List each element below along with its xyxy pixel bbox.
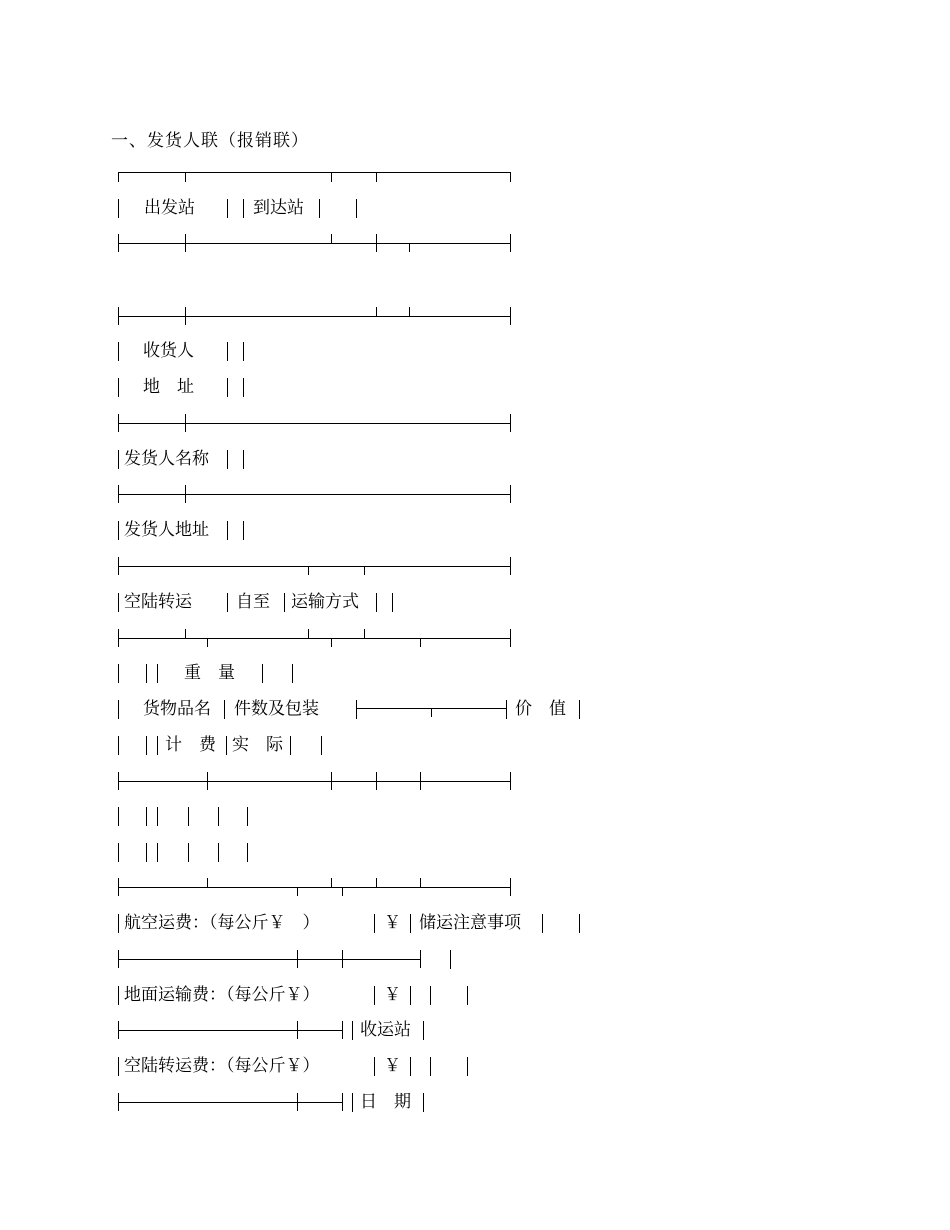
label-from-to: 自至 [236,592,270,612]
label-pieces-packaging: 件数及包装 [234,699,319,719]
label-yen-3: ￥ [384,1056,401,1076]
label-address: 地 址 [143,377,194,397]
label-air-freight: 航空运费：（每公斤￥ ） [124,913,320,933]
label-receiving-station: 收运站 [360,1020,411,1040]
label-consignee: 收货人 [143,341,194,361]
label-departure-station: 出发站 [144,198,195,218]
label-yen-2: ￥ [384,985,401,1005]
label-transport-mode: 运输方式 [291,592,359,612]
table-rule [118,243,510,244]
label-goods-name: 货物品名 [143,699,211,719]
label-shipper-address: 发货人地址 [124,520,209,540]
label-shipper-name: 发货人名称 [124,449,209,469]
table-rule [118,423,510,424]
table-rule [118,887,510,888]
label-yen-1: ￥ [384,913,401,933]
table-rule [118,959,420,960]
table-rule [118,1102,342,1103]
table-rule [118,494,510,495]
label-arrival-station: 到达站 [253,198,304,218]
label-air-land-transfer: 空陆转运 [124,592,192,612]
table-rule [118,781,510,782]
label-transfer-freight: 空陆转运费：（每公斤￥） [124,1056,320,1076]
table-rule [118,316,510,317]
label-storage-notes: 储运注意事项 [419,913,521,933]
label-weight: 重 量 [184,663,235,683]
label-date: 日 期 [360,1092,411,1112]
label-chargeable: 计 费 [165,735,216,755]
form-title: 一、发货人联（报销联） [111,131,309,151]
table-rule [118,566,510,567]
label-value: 价 值 [515,699,566,719]
table-rule [118,638,510,639]
table-rule [118,172,510,173]
label-ground-freight: 地面运输费：（每公斤￥） [124,985,320,1005]
table-rule [118,1030,342,1031]
label-actual: 实 际 [232,735,283,755]
